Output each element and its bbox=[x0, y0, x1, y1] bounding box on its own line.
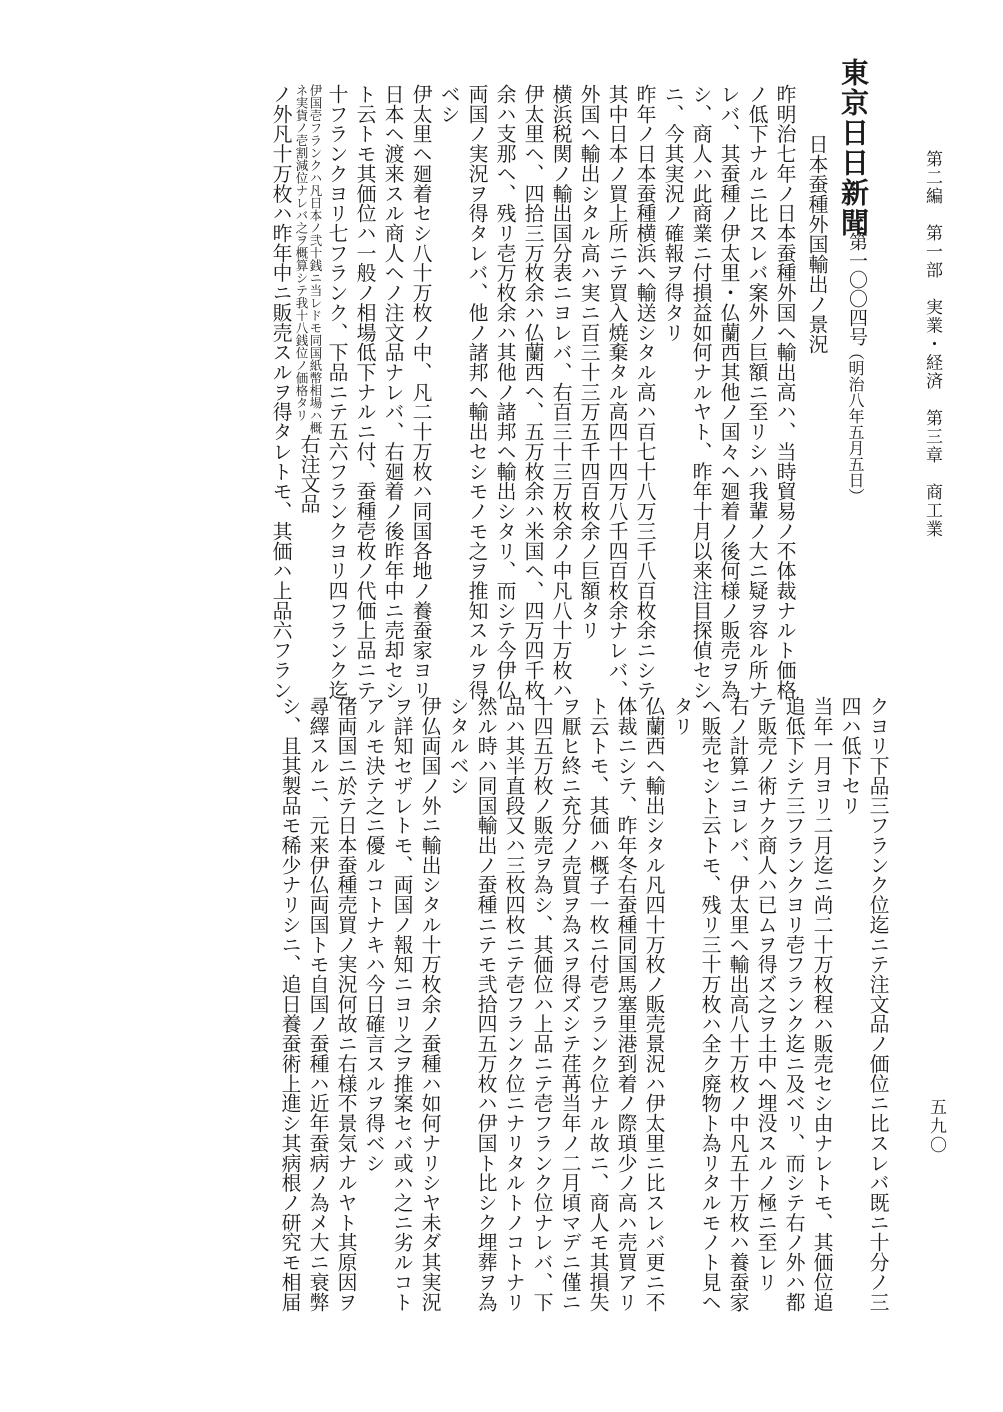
text-line: 追低下シテ三フランクヨリ壱フランク迄ニ及ベリ、而シテ右ノ外ハ都 bbox=[782, 696, 805, 1312]
issue-number: 第一〇〇四号 bbox=[846, 232, 868, 346]
text-line: 右ノ計算ニヨレバ、伊太里ヘ輸出高八十万枚ノ中凡五十万枚ハ養蚕家 bbox=[726, 696, 749, 1312]
text-line: 品ハ其半直段又ハ三枚四枚ニテ壱フランク位ニナリタルトノコトナリ bbox=[502, 696, 525, 1312]
text-line: 四ハ低下セリ bbox=[838, 696, 861, 816]
inline-note-line: 伊国壱フランクハ凡日本ノ弐十銭ニ当レドモ同国紙幣相場ハ概 bbox=[308, 84, 323, 434]
inline-note bbox=[294, 84, 322, 434]
text-line: 日本ヘ渡来スル商人ヘノ注文品ナレバ、右廻着ノ後昨年中ニ売却セシ bbox=[381, 84, 404, 700]
text-line: 当年一月ヨリ二月迄ニ尚二十万枚程ハ販売セシ由ナレトモ、其価位追 bbox=[810, 696, 833, 1312]
newspaper-title: 東京日日新聞 bbox=[837, 58, 870, 238]
text-line: クヨリ下品三フランク位迄ニテ注文品ノ価位ニ比スレバ既ニ十分ノ三 bbox=[866, 696, 889, 1312]
text-line: 十フランクヨリ七フランク、下品ニテ五六フランクヨリ四フランク迄 bbox=[325, 84, 348, 700]
text-line: 然ル時ハ同国輸出ノ蚕種ニテモ弐拾四五万枚ハ伊国ト比シク埋葬ヲ為 bbox=[474, 696, 497, 1312]
text-line: 其中日本ノ買上所ニテ買入焼棄タル高四十四万八千四百枚余ナレバ、 bbox=[605, 84, 628, 700]
text-line: 両国ノ実況ヲ得タレバ、他ノ諸邦ヘ輸出セシモノモ之ヲ推知スルヲ得 bbox=[465, 84, 488, 700]
text-line: タリ bbox=[670, 696, 693, 736]
text-line: ベシ bbox=[437, 84, 460, 124]
text-line: 体裁ニシテ、昨年冬右蚕種同国馬塞里港到着ノ際瑣少ノ高ハ売買アリ bbox=[614, 696, 637, 1312]
running-head: 第二編 第一部 実業・経済 第三章 商工業 bbox=[922, 150, 942, 539]
text-line: テ販売ノ術ナク商人ハ已ムヲ得ズ之ヲ土中ヘ埋没スルノ極ニ至レリ bbox=[754, 696, 777, 1292]
upper-text-block bbox=[266, 84, 798, 700]
text-line: 昨明治七年ノ日本蚕種外国ヘ輸出高ハ、当時貿易ノ不体裁ナルト価格 bbox=[773, 84, 796, 700]
text-line: 尋繹スルニ、元来伊仏両国トモ自国ノ蚕種ハ近年蚕病ノ為メ大ニ衰弊 bbox=[306, 696, 329, 1312]
text-line: 伊仏両国ノ外ニ輸出シタル十万枚余ノ蚕種ハ如何ナリシヤ未ダ其実況 bbox=[418, 696, 441, 1312]
text-line-with-note bbox=[294, 84, 322, 664]
text-line: シ、且其製品モ稀少ナリシニ、追日養蚕術上進シ其病根ノ研究モ相届 bbox=[278, 696, 301, 1312]
text-line: アルモ決テ之ニ優ルコトナキハ今日確言スルヲ得ベシ bbox=[362, 696, 385, 1173]
note-line-tail: 右注文品 bbox=[297, 434, 320, 514]
inline-note-line: ネ実貨ノ壱割減位ナレバ之ヲ概算シテ我十八銭位ノ価格タリ bbox=[294, 84, 309, 422]
text-line: レバ、其蚕種ノ伊太里・仏蘭西其他ノ国々ヘ廻着ノ後何様ノ販売ヲ為 bbox=[717, 84, 740, 700]
text-line: ニ、今其実況ノ確報ヲ得タリ bbox=[661, 84, 684, 343]
text-line: シ、商人ハ此商業ニ付損益如何ナルヤト、昨年十月以来注目探偵セシ bbox=[689, 84, 712, 700]
page-number: 五九〇 bbox=[926, 1098, 946, 1155]
text-line: ノ低下ナルニ比スレバ案外ノ巨額ニ至リシハ我輩ノ大ニ疑ヲ容ル所ナ bbox=[745, 84, 768, 700]
issue-date: （明治八年五月五日） bbox=[846, 344, 865, 504]
text-line: 偖両国ニ於テ日本蚕種売買ノ実況何故ニ右様不景気ナルヤト其原因ヲ bbox=[334, 696, 357, 1312]
text-line: 伊太里ヘ廻着セシ八十万枚ノ中、凡二十万枚ハ同国各地ノ養蚕家ヨリ bbox=[409, 84, 432, 700]
text-line: 余ハ支那ヘ、残リ壱万枚余ハ其他ノ諸邦ヘ輸出シタリ、而シテ今伊仏 bbox=[493, 84, 516, 700]
text-line: 外国ヘ輸出シタル高ハ実ニ百三十三万五千四百枚余ノ巨額タリ bbox=[577, 84, 600, 641]
text-line: ヲ詳知セザレトモ、両国ノ報知ニヨリ之ヲ推案セバ或ハ之ニ劣ルコト bbox=[390, 696, 413, 1312]
text-line: 十四五万枚ノ販売ヲ為シ、其価位ハ上品ニテ壱フランク位ナレバ、下 bbox=[530, 696, 553, 1312]
text-line: ト云トモ、其価ハ概子一枚ニ付壱フランク位ナル故ニ、商人モ其損失 bbox=[586, 696, 609, 1312]
article-title: 日本蚕種外国輸出ノ景況 bbox=[805, 134, 829, 354]
text-line: シタルベシ bbox=[446, 696, 469, 796]
text-line: 仏蘭西ヘ輸出シタル凡四十万枚ノ販売景況ハ伊太里ニ比スレバ更ニ不 bbox=[642, 696, 665, 1312]
text-line: 昨年ノ日本蚕種横浜ヘ輸送シタル高ハ百七十八万三千八百枚余ニシテ bbox=[633, 84, 656, 700]
text-line: 伊太里ヘ、四拾三万枚余ハ仏蘭西ヘ、五万枚余ハ米国ヘ、四万四千枚 bbox=[521, 84, 544, 700]
text-line: ヘ販売セシト云トモ、残リ三十万枚ハ全ク廃物ト為リタルモノト見ヘ bbox=[698, 696, 721, 1312]
text-line: 横浜税関ノ輸出国分表ニヨレバ、右百三十三万枚余ノ中凡八十万枚ハ bbox=[549, 84, 572, 700]
lower-text-block bbox=[275, 696, 891, 1312]
text-line: ト云トモ其価位ハ一般ノ相場低下ナルニ付、蚕種壱枚ノ代価上品ニテ bbox=[353, 84, 376, 700]
text-line: ヲ厭ヒ終ニ充分ノ売買ヲ為スヲ得ズシテ荏苒当年ノ二月頃マデニ僅ニ bbox=[558, 696, 581, 1312]
text-line: ノ外凡十万枚ハ昨年中ニ販売スルヲ得タレトモ、其価ハ上品六フラン bbox=[269, 84, 292, 700]
